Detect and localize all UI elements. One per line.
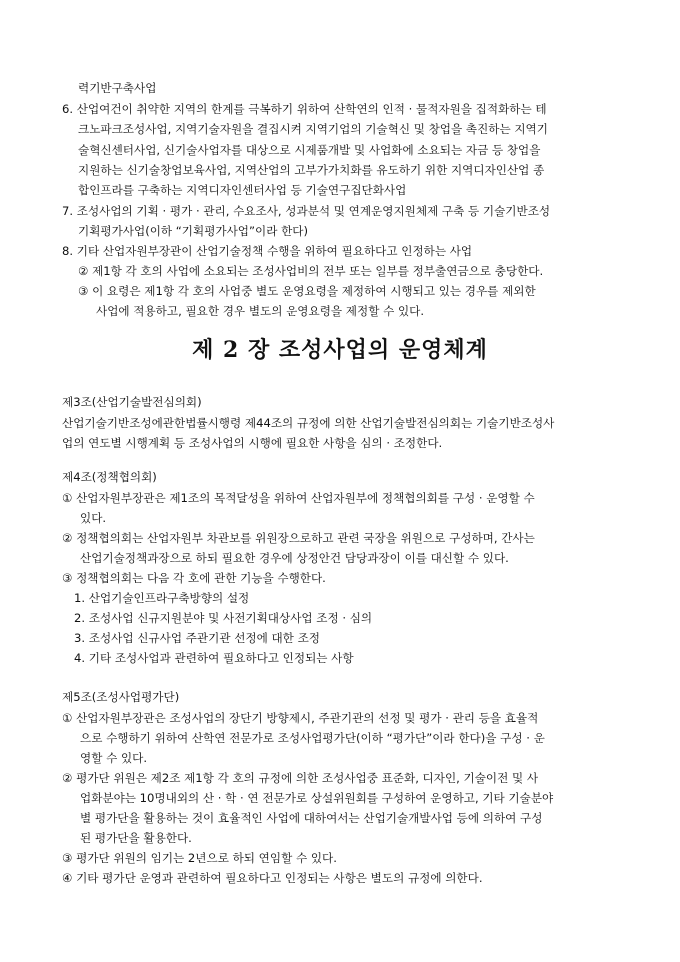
article-heading: 제5조(조성사업평가단) <box>62 690 180 704</box>
text-line: ④ 기타 평가단 운영과 관련하여 필요하다고 인정되는 사항은 별도의 규정에 의한다. <box>62 871 483 885</box>
text-line: ③ 평가단 위원의 임기는 2년으로 하되 연임할 수 있다. <box>62 851 337 865</box>
text-line: ③ 정책협의회는 다음 각 호에 관한 기능을 수행한다. <box>62 571 326 585</box>
text-line: 된 평가단을 활용한다. <box>80 831 192 845</box>
text-line: ③ 이 요령은 제1항 각 호의 사업중 별도 운영요령을 제정하여 시행되고 있는 경우를 제외한 <box>78 284 536 298</box>
text-line: 별 평가단을 활용하는 것이 효율적인 사업에 대하여서는 산업기술개발사업 등에 의하여 구성 <box>80 811 543 825</box>
list-item: 3. 조성사업 신규사업 주관기관 선정에 대한 조정 <box>74 631 320 645</box>
text-line: 기획평가사업(이하 “기획평가사업”이라 한다) <box>78 224 309 238</box>
text-line: 크노파크조성사업, 지역기술자원을 결집시켜 지역기업의 기술혁신 및 창업을 촉진하는 지역기 <box>78 122 548 136</box>
text-line: 합인프라를 구축하는 지역디자인센터사업 등 기술연구집단화사업 <box>78 183 407 197</box>
text-line: 사업에 적용하고, 필요한 경우 별도의 운영요령을 제정할 수 있다. <box>96 304 425 318</box>
text-line: 력기반구축사업 <box>78 81 157 95</box>
text-line: 으로 수행하기 위하여 산학연 전문가로 조성사업평가단(이하 “평가단”이라 한다)을 구성 · 운 <box>80 731 545 745</box>
text-line: 산업기술기반조성에관한법률시행령 제44조의 규정에 의한 산업기술발전심의회는 기술기반조성사 <box>62 416 555 430</box>
text-line: ① 산업자원부장관은 조성사업의 장단기 방향제시, 주관기관의 선정 및 평가 · 관리 등을 효율적 <box>62 711 539 725</box>
text-line: 7. 조성사업의 기획 · 평가 · 관리, 수요조사, 성과분석 및 연계운영지원체제 구축 등 기술기반조성 <box>62 204 551 218</box>
text-line: 있다. <box>80 511 107 525</box>
text-line: 8. 기타 산업자원부장관이 산업기술정책 수행을 위하여 필요하다고 인정하는 사업 <box>62 244 473 258</box>
text-line: 업의 연도별 시행계획 등 조성사업의 시행에 필요한 사항을 심의 · 조정한다. <box>62 436 443 450</box>
text-line: ② 제1항 각 호의 사업에 소요되는 조성사업비의 전부 또는 일부를 정부출연금으로 충당한다. <box>78 264 544 278</box>
article-heading: 제3조(산업기술발전심의회) <box>62 395 202 409</box>
list-item: 4. 기타 조성사업과 관련하여 필요하다고 인정되는 사항 <box>74 651 354 665</box>
text-line: ① 산업자원부장관은 제1조의 목적달성을 위하여 산업자원부에 정책협의회를 구성 · 운영할 수 <box>62 491 535 505</box>
text-line: ② 평가단 위원은 제2조 제1항 각 호의 규정에 의한 조성사업중 표준화, 디자인, 기술이전 및 사 <box>62 771 539 785</box>
list-item: 1. 산업기술인프라구축방향의 설정 <box>74 591 250 605</box>
article-heading: 제4조(정책협의회) <box>62 470 157 484</box>
text-line: 산업기술정책과장으로 하되 필요한 경우에 상정안건 담당과장이 이를 대신할 수 있다. <box>80 551 509 565</box>
text-line: 영할 수 있다. <box>80 751 148 765</box>
text-line: 술혁신센터사업, 신기술사업자를 대상으로 시제품개발 및 사업화에 소요되는 자금 등 창업을 <box>78 143 541 157</box>
chapter-title: 제 2 장 조성사업의 운영체계 <box>192 337 488 363</box>
text-line: 지원하는 신기술창업보육사업, 지역산업의 고부가가치화를 유도하기 위한 지역디자인산업 종 <box>78 163 545 177</box>
text-line: 업화분야는 10명내외의 산 · 학 · 연 전문가로 상설위원회를 구성하여 운영하고, 기타 기술분야 <box>80 791 554 805</box>
list-item: 2. 조성사업 신규지원분야 및 사전기획대상사업 조정 · 심의 <box>74 611 373 625</box>
text-line: 6. 산업여건이 취약한 지역의 한계를 극복하기 위하여 산학연의 인적 · 물적자원을 집적화하는 테 <box>62 102 547 116</box>
text-line: ② 정책협의회는 산업자원부 차관보를 위원장으로하고 관련 국장을 위원으로 구성하며, 간사는 <box>62 531 535 545</box>
